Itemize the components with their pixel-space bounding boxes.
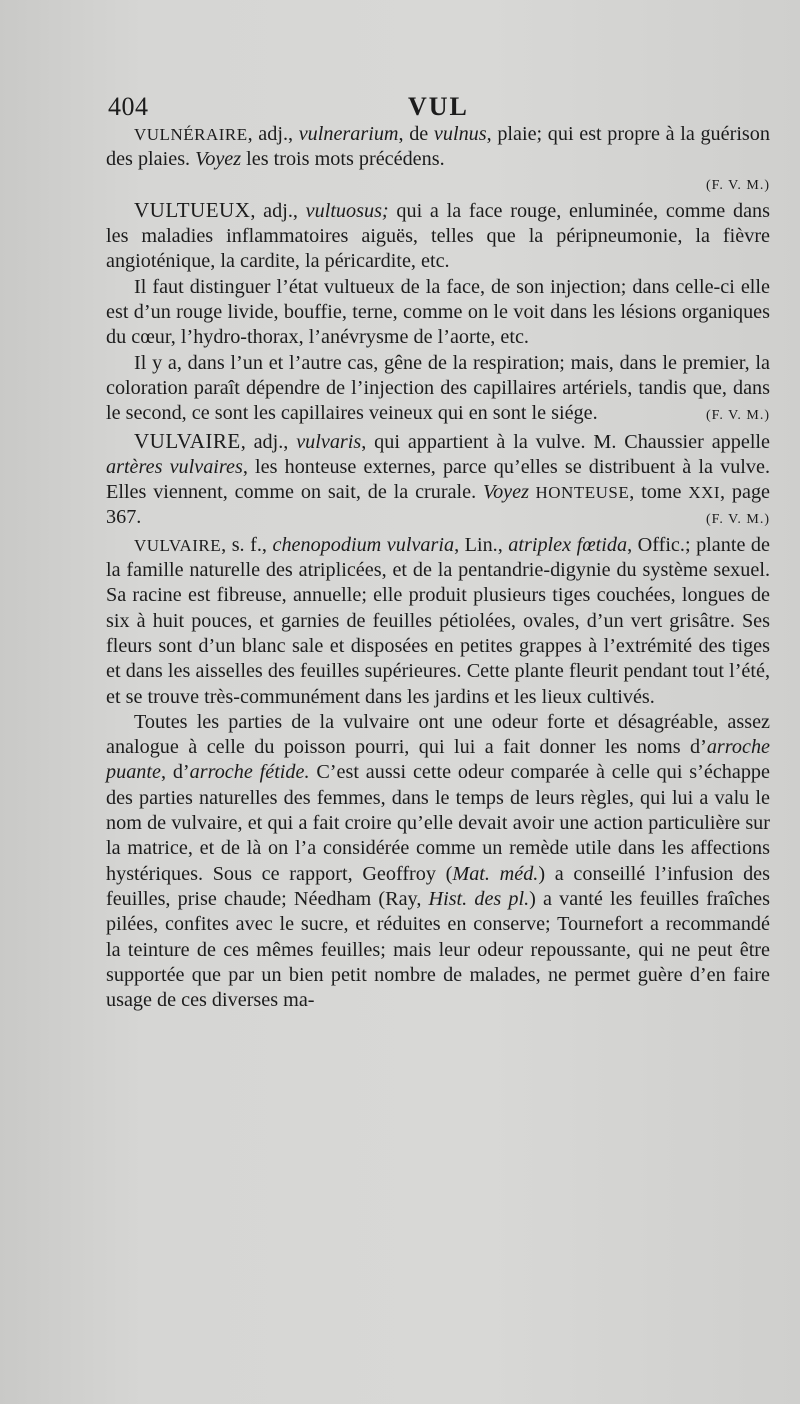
entry-vulneraire: VULNÉRAIRE, adj., vulnerarium, de vulnus, plaie; qui est propre à la guérison des plaies. Voyez les trois mots précédens. [106, 123, 770, 171]
cross-reference: Voyez [195, 148, 242, 171]
entry-headword: VULVAIRE [134, 535, 222, 555]
paragraph: Il faut distinguer l’état vultueux de la face, de son injection; dans celle-ci elle est d’un rouge livide, bouffie, terne, comme on le voit dans les lésions organiques du cœur, l’hydro-thorax, l’anévrysme de l’aorte, etc. [106, 275, 770, 349]
author-signature: (F. V. M.) [706, 512, 770, 528]
entry-headword: VULTUEUX [134, 197, 251, 222]
entry-vulvaire-adj: VULVAIRE, adj., vulvaris, qui appartient à la vulve. M. Chaussier appelle artères vulvaires, les honteuse externes, parce qu’elles se distribuent à la vulve. Elles viennent, comme on sait, de la crurale. Voyez HONTEUSE, tome XXI, page 367. (F. V. M.) [106, 429, 770, 533]
running-head: VUL [408, 92, 469, 121]
cross-reference: Voyez [482, 481, 529, 504]
author-signature: (F. V. M.) [706, 408, 770, 424]
paragraph: Il y a, dans l’un et l’autre cas, gêne de la respiration; mais, dans le premier, la coloration paraît dépendre de l’injection des capillaires artériels, tandis que, dans le second, ce sont les capillaires veineux qui en sont le siége. (F. V. M.) [106, 351, 770, 429]
entry-vultueux: VULTUEUX, adj., vultuosus; qui a la face rouge, enluminée, comme dans les maladies inflammatoires aiguës, telles que la péripneumonie, la fièvre angioténique, la cardite, la péricardite, etc. [106, 197, 770, 273]
page-number: 404 [108, 92, 149, 121]
entry-headword: VULVAIRE [134, 428, 241, 453]
page-header [108, 92, 768, 124]
entry-headword: VULNÉRAIRE [134, 125, 248, 144]
paragraph: Toutes les parties de la vulvaire ont une odeur forte et désagréable, assez analogue à celle du poisson pourri, qui lui a fait donner les noms d’arroche puante, d’arroche fétide. C’est aussi cette odeur comparée à celle qui s’échappe des parties naturelles des femmes, dans le temps de leurs règles, qui lui a valu le nom de vulvaire, et qui a fait croire qu’elle devait avoir une action particulière sur la matrice, et de là on l’a considérée comme un remède utile dans les affections hystériques. Sous ce rapport, Geoffroy (Mat. méd.) a conseillé l’infusion des feuilles, prise chaude; Néedham (Ray, Hist. des pl.) a vanté les feuilles fraîches pilées, confites avec le sucre, et réduites en conserve; Tournefort a recommandé la teinture de ces mêmes feuilles; mais leur odeur repoussante, qui ne peut être supportée que par un bien petit nombre de malades, ne permet guère d’en faire usage de ces diverses ma- [106, 710, 770, 1012]
author-signature: (F. V. M.) [706, 177, 770, 193]
page-body [106, 122, 770, 1013]
entry-vulvaire-sf: VULVAIRE, s. f., chenopodium vulvaria, Lin., atriplex fœtida, Offic.; plante de la famille naturelle des atriplicées, et de la pentandrie-digynie du système sexuel. Sa racine est fibreuse, annuelle; elle produit plusieurs tiges couchées, longues de six à huit pouces, et garnies de feuilles pétiolées, ovales, d’un vert grisâtre. Ses fleurs sont d’un blanc sale et disposées en petites grappes à l’extrémité des tiges et dans les aisselles des feuilles supérieures. Cette plante fleurit pendant tout l’été, et se trouve très-communément dans les jardins et les lieux cultivés. [106, 533, 770, 708]
